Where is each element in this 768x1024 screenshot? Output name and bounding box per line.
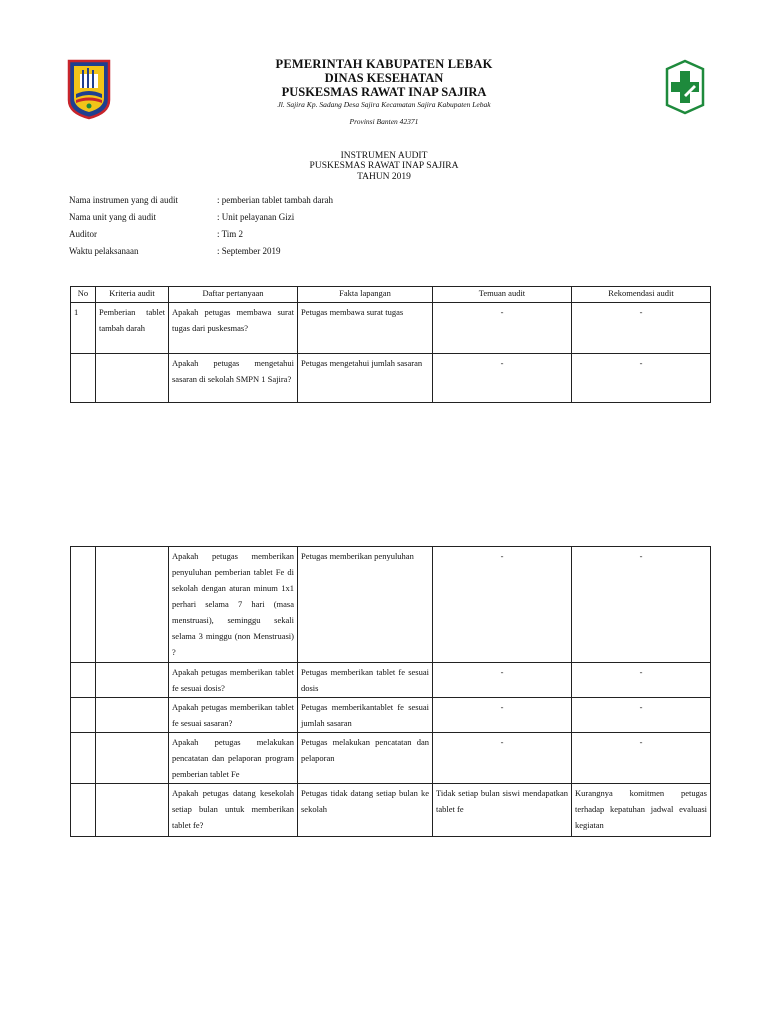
table-row <box>71 354 711 403</box>
cell-pertanyaan: Apakah petugas mengetahui sasaran di sekolah SMPN 1 Sajira? <box>169 354 298 403</box>
cell-temuan: - <box>433 547 572 663</box>
header-kriteria: Kriteria audit <box>96 287 169 303</box>
cell-no <box>71 784 96 837</box>
cell-temuan: - <box>433 663 572 698</box>
table-row <box>71 784 711 837</box>
info-value: : pemberian tablet tambah darah <box>217 195 333 205</box>
cell-pertanyaan: Apakah petugas memberikan penyuluhan pemberian tablet Fe di sekolah dengan aturan minum 1x1 perhari selama 7 hari (masa menstruasi), seminggu sekali selama 3 minggu (non Menstruasi) ? <box>169 547 298 663</box>
cell-rekomendasi: - <box>572 698 711 733</box>
table-header-row <box>71 287 711 303</box>
document-year: TAHUN 2019 <box>357 172 411 182</box>
table-row <box>71 698 711 733</box>
audit-table-part-1 <box>70 286 711 403</box>
cell-no <box>71 547 96 663</box>
info-value: : Tim 2 <box>217 229 244 239</box>
table-row <box>71 733 711 784</box>
cell-temuan: Tidak setiap bulan siswi mendapatkan tablet fe <box>433 784 572 837</box>
info-label: Waktu pelaksanaan <box>69 246 139 256</box>
cell-fakta: Petugas tidak datang setiap bulan ke sekolah <box>298 784 433 837</box>
cell-no: 1 <box>71 303 96 354</box>
info-label: Nama unit yang di audit <box>69 212 156 222</box>
cell-rekomendasi: Kurangnya komitmen petugas terhadap kepatuhan jadwal evaluasi kegiatan <box>572 784 711 837</box>
cell-fakta: Petugas memberikan penyuluhan <box>298 547 433 663</box>
header-department: DINAS KESEHATAN <box>324 71 444 85</box>
info-value: : September 2019 <box>217 246 281 256</box>
cell-pertanyaan: Apakah petugas memberikan tablet fe sesuai dosis? <box>169 663 298 698</box>
cell-kriteria <box>96 663 169 698</box>
header-government: PEMERINTAH KABUPATEN LEBAK <box>275 57 493 71</box>
header-province: Provinsi Banten 42371 <box>349 117 419 126</box>
header-no: No <box>71 287 96 303</box>
cell-rekomendasi: - <box>572 354 711 403</box>
cell-pertanyaan: Apakah petugas melakukan pencatatan dan pelaporan program pemberian tablet Fe <box>169 733 298 784</box>
cell-rekomendasi: - <box>572 663 711 698</box>
header-address: Jl. Sajira Kp. Sadang Desa Sajira Kecamatan Sajira Kabupaten Lebak <box>277 100 491 109</box>
cell-pertanyaan: Apakah petugas memberikan tablet fe sesuai sasaran? <box>169 698 298 733</box>
cell-kriteria <box>96 354 169 403</box>
cell-fakta: Petugas melakukan pencatatan dan pelaporan <box>298 733 433 784</box>
cell-temuan: - <box>433 733 572 784</box>
document-title: INSTRUMEN AUDIT <box>340 151 428 161</box>
cell-rekomendasi: - <box>572 547 711 663</box>
document-subtitle: PUSKESMAS RAWAT INAP SAJIRA <box>309 161 459 171</box>
cell-pertanyaan: Apakah petugas datang kesekolah setiap bulan untuk memberikan tablet fe? <box>169 784 298 837</box>
table-row <box>71 663 711 698</box>
cell-no <box>71 663 96 698</box>
header-rekomendasi: Rekomendasi audit <box>572 287 711 303</box>
header-institution: PUSKESMAS RAWAT INAP SAJIRA <box>281 85 487 99</box>
cell-rekomendasi: - <box>572 733 711 784</box>
header-fakta: Fakta lapangan <box>298 287 433 303</box>
cell-fakta: Petugas memberikantablet fe sesuai jumlah sasaran <box>298 698 433 733</box>
cell-no <box>71 354 96 403</box>
cell-fakta: Petugas memberikan tablet fe sesuai dosis <box>298 663 433 698</box>
cell-kriteria <box>96 784 169 837</box>
info-label: Auditor <box>69 229 97 239</box>
info-label: Nama instrumen yang di audit <box>69 195 178 205</box>
cell-fakta: Petugas mengetahui jumlah sasaran <box>298 354 433 403</box>
cell-temuan: - <box>433 354 572 403</box>
table-row <box>71 547 711 663</box>
cell-rekomendasi: - <box>572 303 711 354</box>
cell-temuan: - <box>433 303 572 354</box>
cell-pertanyaan: Apakah petugas membawa surat tugas dari puskesmas? <box>169 303 298 354</box>
cell-kriteria: Pemberian tablet tambah darah <box>96 303 169 354</box>
cell-no <box>71 733 96 784</box>
info-value: : Unit pelayanan Gizi <box>217 212 295 222</box>
table-row <box>71 303 711 354</box>
cell-no <box>71 698 96 733</box>
cell-kriteria <box>96 733 169 784</box>
cell-kriteria <box>96 547 169 663</box>
cell-fakta: Petugas membawa surat tugas <box>298 303 433 354</box>
audit-table-part-2 <box>70 546 711 837</box>
cell-temuan: - <box>433 698 572 733</box>
header-pertanyaan: Daftar pertanyaan <box>169 287 298 303</box>
cell-kriteria <box>96 698 169 733</box>
header-temuan: Temuan audit <box>433 287 572 303</box>
